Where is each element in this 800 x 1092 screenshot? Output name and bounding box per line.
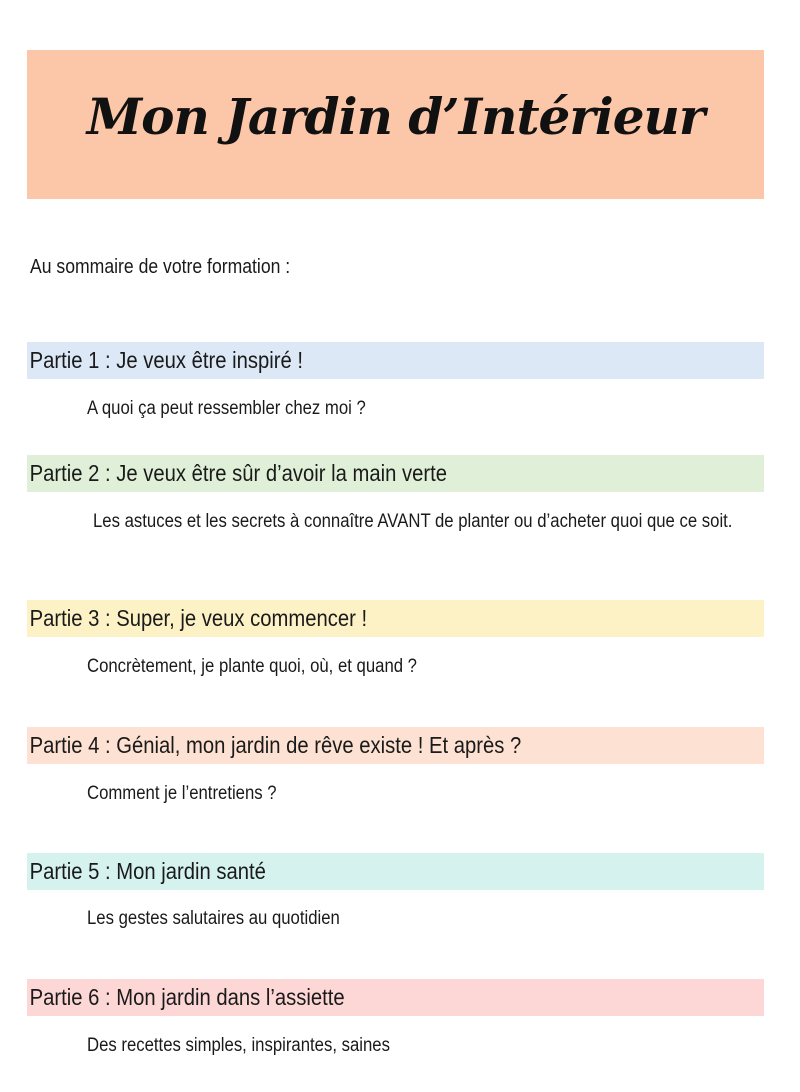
part-3-heading — [27, 600, 764, 637]
part-3-description: Concrètement, je plante quoi, où, et quand ? — [87, 656, 417, 677]
part-6-label: Partie 6 : Mon jardin dans l’assiette — [29, 984, 345, 1010]
part-3-label: Partie 3 : Super, je veux commencer ! — [29, 605, 368, 631]
part-1-description: A quoi ça peut ressembler chez moi ? — [87, 398, 366, 419]
part-5-description: Les gestes salutaires au quotidien — [87, 908, 340, 929]
page-title: Mon Jardin d’Intérieur — [86, 87, 705, 146]
part-2-label: Partie 2 : Je veux être sûr d’avoir la main verte — [29, 460, 447, 486]
part-1-label: Partie 1 : Je veux être inspiré ! — [29, 347, 304, 373]
title-banner — [27, 50, 764, 199]
part-6-heading — [27, 979, 764, 1016]
part-4-description: Comment je l’entretiens ? — [87, 783, 277, 804]
part-2-heading — [27, 455, 764, 492]
part-5-heading — [27, 853, 764, 890]
part-4-label: Partie 4 : Génial, mon jardin de rêve existe ! Et après ? — [29, 732, 522, 758]
part-6-description: Des recettes simples, inspirantes, saines — [87, 1035, 390, 1056]
intro-text: Au sommaire de votre formation : — [30, 256, 291, 278]
part-4-heading — [27, 727, 764, 764]
part-5-label: Partie 5 : Mon jardin santé — [29, 858, 266, 884]
part-2-description: Les astuces et les secrets à connaître AVANT de planter ou d’acheter quoi que ce soit. — [93, 511, 733, 532]
part-1-heading — [27, 342, 764, 379]
